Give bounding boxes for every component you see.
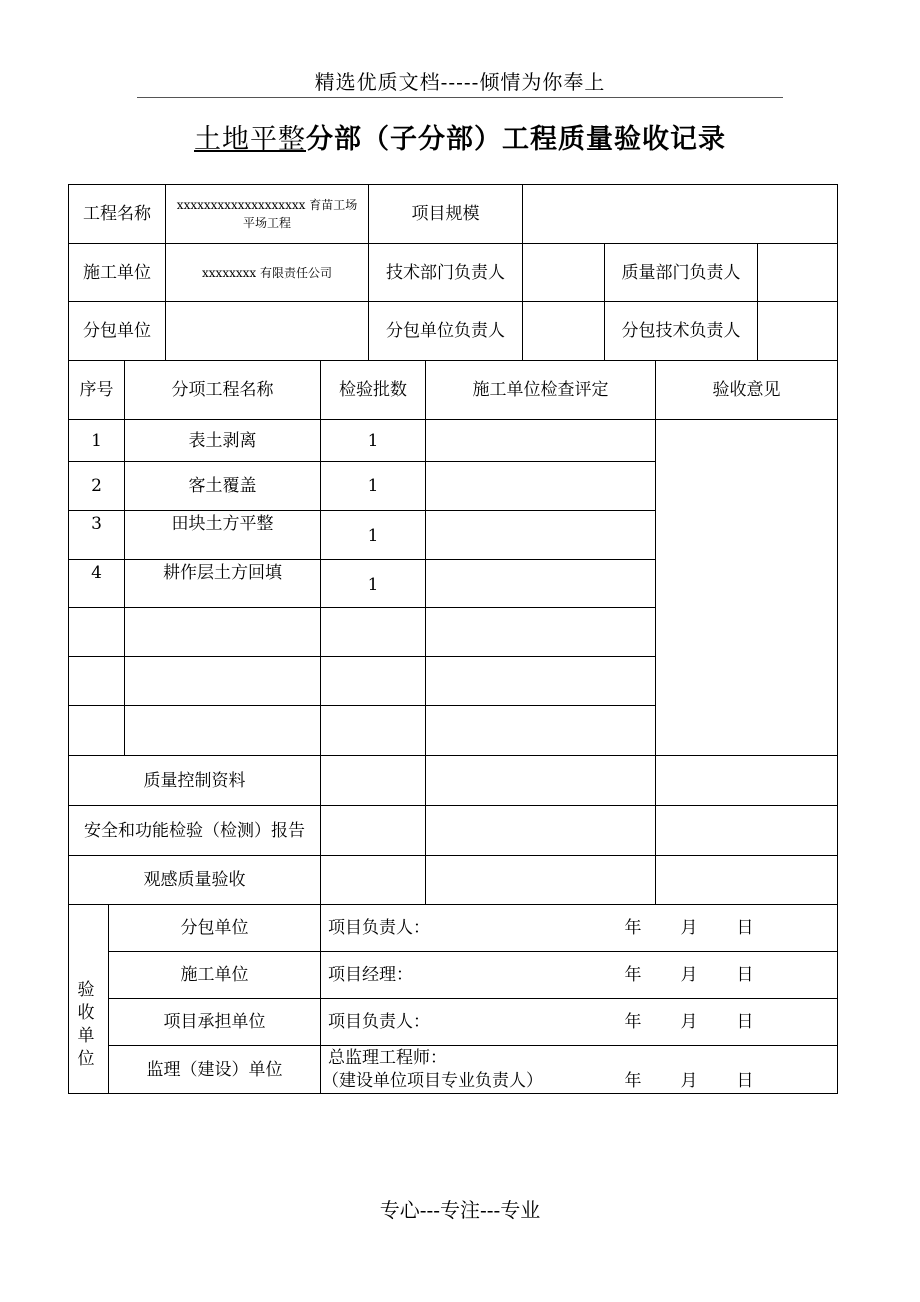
acceptance-row-3-year: 年 (624, 1012, 642, 1032)
col-seq-header: 序号 (79, 380, 114, 400)
acceptance-unit-label: 验收单位 (77, 980, 95, 1069)
row-3-seq: 3 (91, 514, 102, 534)
construction-unit-value: xxxxxxxx 有限责任公司 (202, 265, 332, 280)
acceptance-row-1-unit: 分包单位 (180, 918, 249, 938)
acceptance-row-2-month: 月 (680, 965, 698, 985)
subcontract-unit-label: 分包单位 (83, 321, 151, 341)
acceptance-row-2-day: 日 (736, 965, 754, 985)
quality-dept-head-label: 质量部门负责人 (621, 262, 741, 283)
col-item-header: 分项工程名称 (171, 380, 274, 400)
project-name-value-line1: xxxxxxxxxxxxxxxxxxx 育苗工场 (176, 198, 358, 212)
col-check-header: 施工单位检查评定 (472, 380, 609, 400)
acceptance-row-2-year: 年 (624, 965, 642, 985)
acceptance-row-1-signer: 项目负责人： (328, 918, 430, 938)
page-header: 精选优质文档-----倾情为你奉上 (314, 70, 606, 94)
row-4-item: 耕作层土方回填 (163, 563, 282, 583)
row-4-batches: 1 (367, 575, 379, 595)
title-underlined: 土地平整 (194, 124, 306, 155)
safety-report-label: 安全和功能检验（检测）报告 (84, 820, 305, 841)
acceptance-row-4-unit: 监理（建设）单位 (146, 1059, 283, 1080)
title-rest: 分部（子分部）工程质量验收记录 (306, 124, 726, 155)
acceptance-row-3-month: 月 (680, 1012, 698, 1032)
acceptance-row-4-year: 年 (624, 1071, 642, 1091)
acceptance-row-4-month: 月 (680, 1071, 698, 1091)
acceptance-row-4-day: 日 (736, 1071, 754, 1091)
col-batches-header: 检验批数 (339, 380, 407, 400)
tech-dept-head-value (523, 244, 604, 301)
acceptance-row-1-year: 年 (624, 918, 642, 938)
project-name-label: 工程名称 (83, 204, 151, 224)
project-scale-value (523, 185, 837, 243)
row-4-seq: 4 (91, 563, 102, 583)
quality-control-label: 质量控制资料 (143, 770, 246, 791)
acceptance-row-3-signer: 项目负责人： (328, 1012, 430, 1032)
row-2-batches: 1 (367, 476, 379, 496)
project-name-value (166, 185, 368, 243)
appearance-label: 观感质量验收 (143, 870, 246, 890)
row-3-item: 田块土方平整 (171, 514, 274, 534)
col-opinion-header: 验收意见 (712, 380, 781, 400)
row-2-item: 客土覆盖 (188, 476, 257, 496)
row-1-item: 表土剥离 (188, 430, 257, 451)
subcontract-tech-head-label: 分包技术负责人 (621, 321, 741, 341)
subcontract-tech-head-value (758, 302, 837, 360)
acceptance-row-1-month: 月 (680, 918, 698, 938)
subcontract-head-label: 分包单位负责人 (386, 321, 505, 341)
construction-unit-label: 施工单位 (83, 262, 151, 283)
acceptance-row-3-unit: 项目承担单位 (163, 1012, 266, 1032)
acceptance-row-2-signer: 项目经理： (328, 965, 413, 985)
page-footer: 专心---专注---专业 (379, 1198, 541, 1222)
row-1-batches: 1 (367, 430, 379, 451)
project-scale-label: 项目规模 (411, 204, 480, 224)
row-2-seq: 2 (91, 476, 102, 496)
subcontract-unit-value (166, 302, 368, 360)
row-3-batches: 1 (367, 526, 379, 546)
subcontract-head-value (523, 302, 604, 360)
row-1-seq: 1 (91, 430, 102, 451)
acceptance-row-4-signer: 总监理工程师： (328, 1048, 447, 1068)
acceptance-row-3-day: 日 (736, 1012, 754, 1032)
project-name-value-line2: 平场工程 (242, 216, 291, 230)
acceptance-row-2-unit: 施工单位 (180, 965, 249, 985)
quality-dept-head-value (758, 244, 837, 301)
tech-dept-head-label: 技术部门负责人 (386, 262, 505, 283)
acceptance-row-1-day: 日 (736, 918, 754, 938)
acceptance-row-4-signer2: （建设单位项目专业负责人） (322, 1071, 543, 1091)
